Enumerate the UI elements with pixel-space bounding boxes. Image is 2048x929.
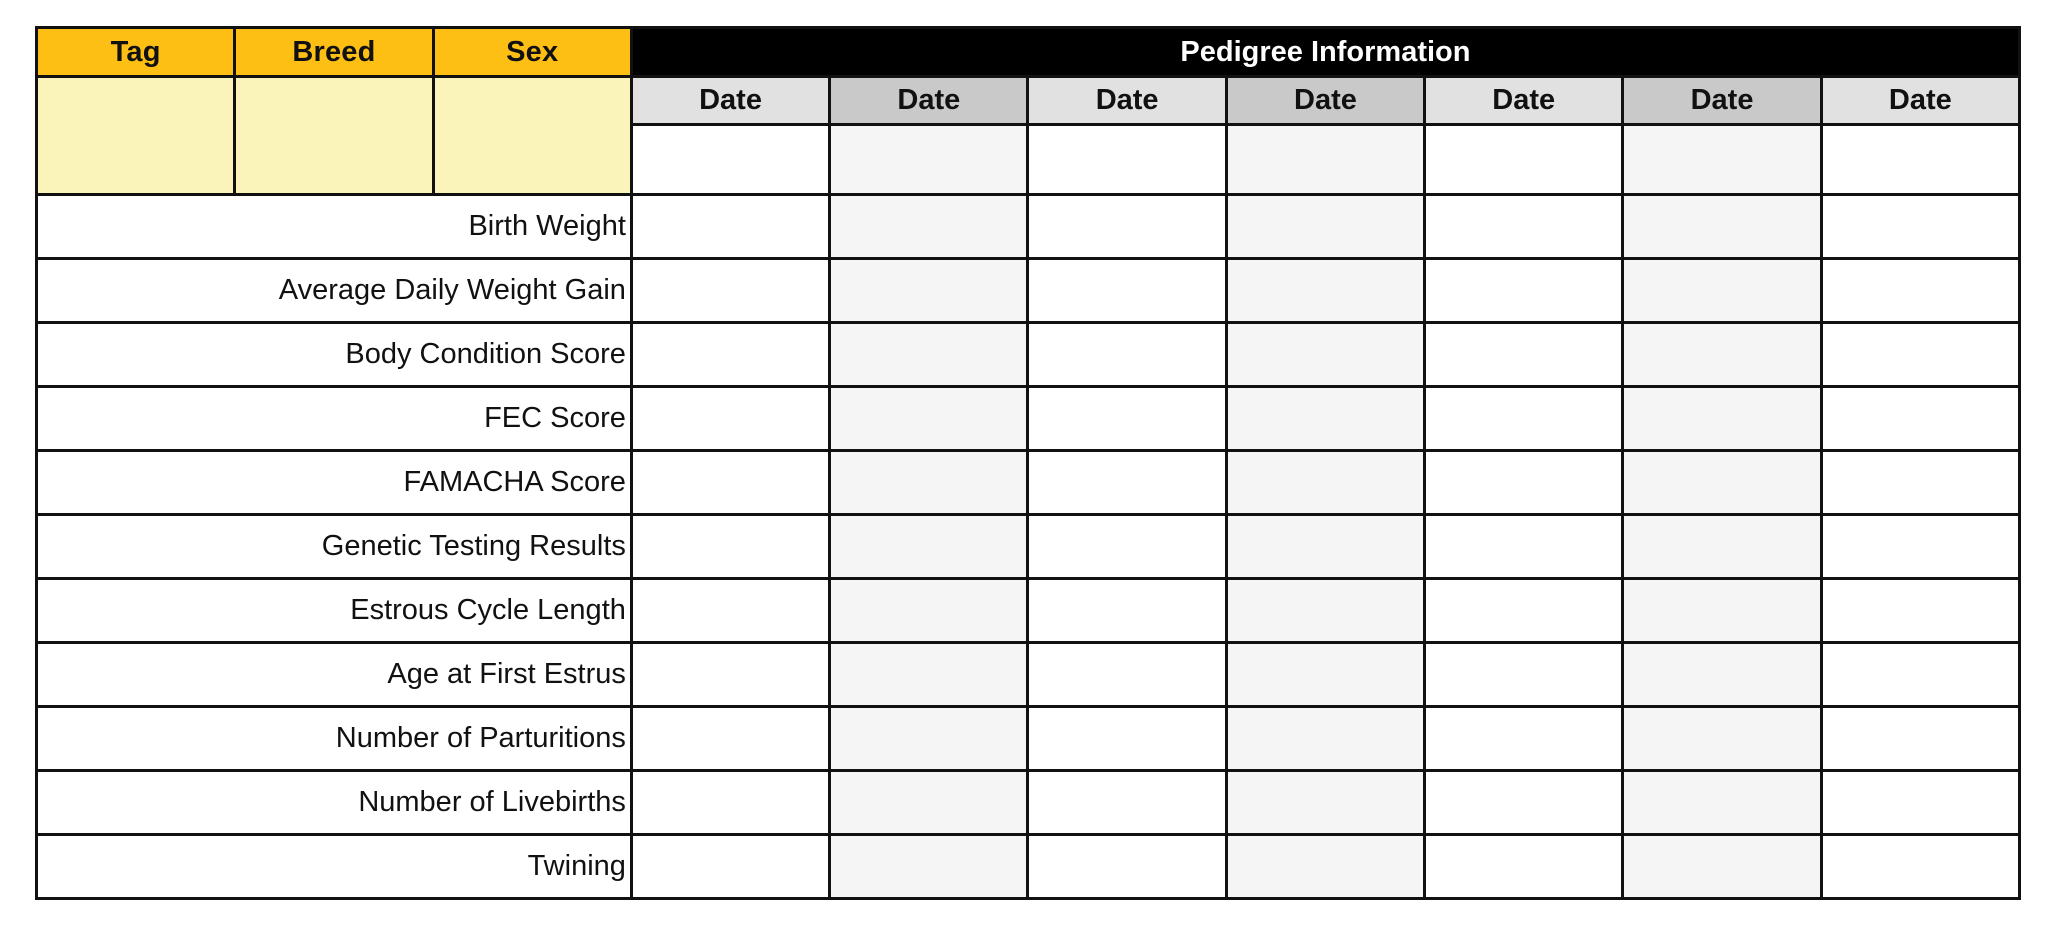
- metric-value-cell[interactable]: [1623, 771, 1821, 835]
- metric-value-cell[interactable]: [631, 387, 829, 451]
- metric-label: Average Daily Weight Gain: [37, 259, 632, 323]
- date-value-cell[interactable]: [830, 125, 1028, 195]
- metric-row: [37, 451, 2020, 515]
- metric-value-cell[interactable]: [1226, 323, 1424, 387]
- date-header: Date: [1623, 77, 1821, 125]
- metric-value-cell[interactable]: [830, 835, 1028, 899]
- metric-value-cell[interactable]: [631, 451, 829, 515]
- metric-value-cell[interactable]: [830, 707, 1028, 771]
- metric-row: [37, 707, 2020, 771]
- metric-value-cell[interactable]: [1028, 771, 1226, 835]
- metric-value-cell[interactable]: [631, 835, 829, 899]
- metric-label: FAMACHA Score: [37, 451, 632, 515]
- date-value-cell[interactable]: [631, 125, 829, 195]
- pedigree-information-header: Pedigree Information: [631, 28, 2019, 77]
- metric-row: [37, 259, 2020, 323]
- metric-value-cell[interactable]: [1425, 323, 1623, 387]
- date-value-cell[interactable]: [1425, 125, 1623, 195]
- metric-value-cell[interactable]: [1226, 835, 1424, 899]
- metric-value-cell[interactable]: [830, 515, 1028, 579]
- metric-value-cell[interactable]: [1226, 579, 1424, 643]
- metric-label: Number of Livebirths: [37, 771, 632, 835]
- metric-value-cell[interactable]: [1821, 643, 2019, 707]
- metric-value-cell[interactable]: [1623, 259, 1821, 323]
- metric-value-cell[interactable]: [631, 195, 829, 259]
- metric-value-cell[interactable]: [1028, 579, 1226, 643]
- metric-value-cell[interactable]: [1028, 643, 1226, 707]
- metric-value-cell[interactable]: [830, 451, 1028, 515]
- date-header: Date: [1028, 77, 1226, 125]
- metric-value-cell[interactable]: [631, 579, 829, 643]
- metric-value-cell[interactable]: [1425, 707, 1623, 771]
- metric-value-cell[interactable]: [1623, 835, 1821, 899]
- tag-header: Tag: [37, 28, 235, 77]
- metric-label: Body Condition Score: [37, 323, 632, 387]
- metric-value-cell[interactable]: [1226, 387, 1424, 451]
- metric-label: Estrous Cycle Length: [37, 579, 632, 643]
- metric-value-cell[interactable]: [1821, 323, 2019, 387]
- metric-value-cell[interactable]: [1821, 771, 2019, 835]
- metric-value-cell[interactable]: [1226, 451, 1424, 515]
- metric-value-cell[interactable]: [1028, 451, 1226, 515]
- breed-header: Breed: [235, 28, 433, 77]
- metric-value-cell[interactable]: [631, 515, 829, 579]
- metric-value-cell[interactable]: [631, 643, 829, 707]
- metric-value-cell[interactable]: [1821, 387, 2019, 451]
- metric-value-cell[interactable]: [1226, 771, 1424, 835]
- date-header: Date: [1226, 77, 1424, 125]
- metric-value-cell[interactable]: [1226, 195, 1424, 259]
- metric-value-cell[interactable]: [1821, 259, 2019, 323]
- metric-row: [37, 643, 2020, 707]
- metric-value-cell[interactable]: [1425, 515, 1623, 579]
- metric-value-cell[interactable]: [1623, 387, 1821, 451]
- metric-value-cell[interactable]: [1028, 835, 1226, 899]
- metric-label: Genetic Testing Results: [37, 515, 632, 579]
- metric-row: [37, 579, 2020, 643]
- date-header: Date: [1425, 77, 1623, 125]
- date-header: Date: [1821, 77, 2019, 125]
- metric-value-cell[interactable]: [1226, 259, 1424, 323]
- metric-value-cell[interactable]: [631, 771, 829, 835]
- date-value-cell[interactable]: [1226, 125, 1424, 195]
- metric-value-cell[interactable]: [1821, 835, 2019, 899]
- metric-value-cell[interactable]: [1226, 707, 1424, 771]
- metric-value-cell[interactable]: [1821, 579, 2019, 643]
- metric-value-cell[interactable]: [830, 771, 1028, 835]
- metric-row: [37, 515, 2020, 579]
- metric-row: [37, 835, 2020, 899]
- date-value-cell[interactable]: [1623, 125, 1821, 195]
- date-header-row: [37, 77, 2020, 125]
- metric-label: Birth Weight: [37, 195, 632, 259]
- metric-value-cell[interactable]: [830, 387, 1028, 451]
- metric-value-cell[interactable]: [1623, 643, 1821, 707]
- metric-row: [37, 771, 2020, 835]
- metric-label: FEC Score: [37, 387, 632, 451]
- date-header: Date: [830, 77, 1028, 125]
- metric-value-cell[interactable]: [1028, 707, 1226, 771]
- metric-value-cell[interactable]: [1425, 387, 1623, 451]
- metric-value-cell[interactable]: [1821, 451, 2019, 515]
- metric-value-cell[interactable]: [1821, 707, 2019, 771]
- metric-value-cell[interactable]: [830, 579, 1028, 643]
- metric-value-cell[interactable]: [1226, 643, 1424, 707]
- metric-row: [37, 323, 2020, 387]
- metric-value-cell[interactable]: [631, 259, 829, 323]
- metric-value-cell[interactable]: [1028, 259, 1226, 323]
- metric-value-cell[interactable]: [830, 643, 1028, 707]
- metric-label: Twining: [37, 835, 632, 899]
- metric-value-cell[interactable]: [1623, 451, 1821, 515]
- sex-input-cell[interactable]: [433, 77, 631, 195]
- metric-value-cell[interactable]: [1425, 195, 1623, 259]
- tag-input-cell[interactable]: [37, 77, 235, 195]
- metric-value-cell[interactable]: [1028, 323, 1226, 387]
- metric-value-cell[interactable]: [1821, 195, 2019, 259]
- metric-value-cell[interactable]: [1425, 771, 1623, 835]
- metric-row: [37, 195, 2020, 259]
- metric-value-cell[interactable]: [1425, 835, 1623, 899]
- metric-value-cell[interactable]: [1821, 515, 2019, 579]
- metric-value-cell[interactable]: [1623, 579, 1821, 643]
- metric-value-cell[interactable]: [1623, 195, 1821, 259]
- metric-value-cell[interactable]: [830, 323, 1028, 387]
- metric-label: Age at First Estrus: [37, 643, 632, 707]
- metric-value-cell[interactable]: [1623, 515, 1821, 579]
- breed-input-cell[interactable]: [235, 77, 433, 195]
- livestock-record-sheet: [35, 26, 2021, 900]
- metric-value-cell[interactable]: [1226, 515, 1424, 579]
- metric-value-cell[interactable]: [1425, 259, 1623, 323]
- metric-value-cell[interactable]: [1028, 515, 1226, 579]
- header-row: [37, 28, 2020, 77]
- metric-value-cell[interactable]: [1425, 579, 1623, 643]
- sex-header: Sex: [433, 28, 631, 77]
- date-value-cell[interactable]: [1028, 125, 1226, 195]
- metric-value-cell[interactable]: [1623, 323, 1821, 387]
- metric-value-cell[interactable]: [1425, 451, 1623, 515]
- metric-value-cell[interactable]: [1028, 195, 1226, 259]
- metric-value-cell[interactable]: [830, 259, 1028, 323]
- metric-value-cell[interactable]: [830, 195, 1028, 259]
- date-value-cell[interactable]: [1821, 125, 2019, 195]
- metric-value-cell[interactable]: [631, 707, 829, 771]
- metric-value-cell[interactable]: [1425, 643, 1623, 707]
- metric-label: Number of Parturitions: [37, 707, 632, 771]
- metric-value-cell[interactable]: [631, 323, 829, 387]
- metric-value-cell[interactable]: [1028, 387, 1226, 451]
- metric-row: [37, 387, 2020, 451]
- metric-value-cell[interactable]: [1623, 707, 1821, 771]
- date-header: Date: [631, 77, 829, 125]
